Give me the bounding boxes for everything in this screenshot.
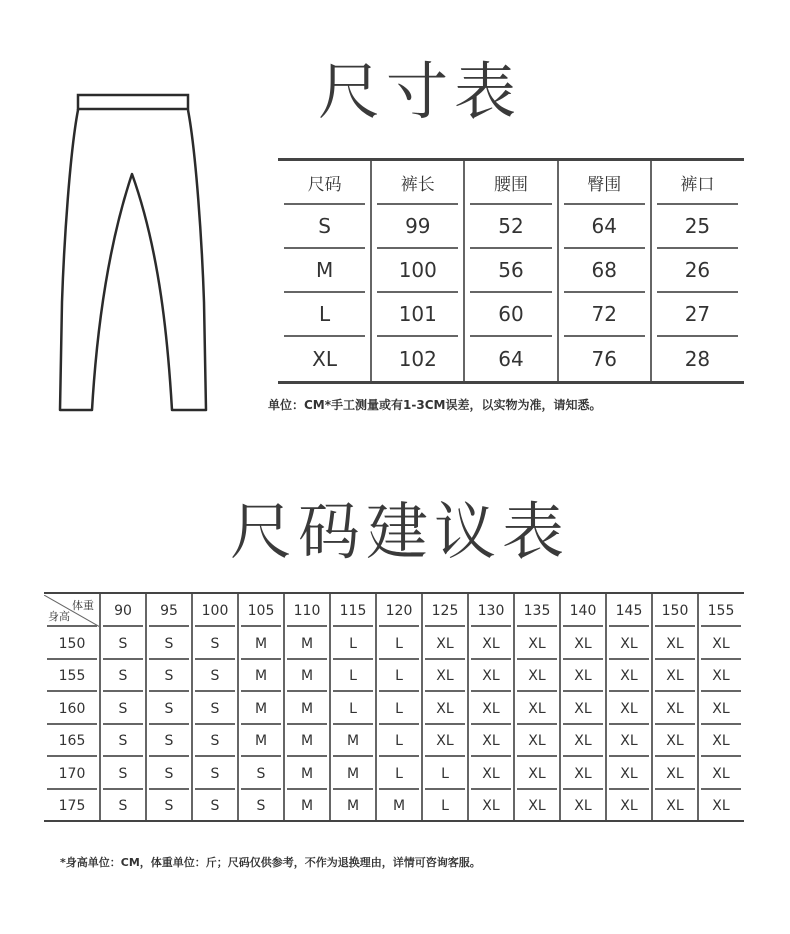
size-suggestion-value: XL [620, 635, 638, 652]
size-suggestion-value: XL [528, 798, 546, 814]
size-row [278, 293, 744, 337]
height-value: 165 [58, 733, 86, 749]
size-suggestion-value: XL [712, 668, 730, 684]
size-suggestion-cell [238, 725, 284, 757]
size-suggestion-value: XL [620, 765, 638, 782]
column-divider [513, 594, 515, 820]
size-suggestion-value: XL [528, 765, 546, 782]
size-suggestion-value: S [164, 635, 174, 652]
size-suggestion-cell [698, 693, 744, 725]
size-suggestion-value: XL [482, 635, 500, 652]
size-suggestion-value: XL [666, 765, 684, 782]
size-suggestion-value: S [164, 700, 174, 717]
size-suggestion-cell [514, 725, 560, 757]
size-suggestion-cell [514, 628, 560, 660]
size-suggestion-cell [468, 660, 514, 692]
size-cell: 64 [564, 205, 645, 249]
weight-value: 105 [247, 603, 275, 619]
weight-header-cell [422, 595, 468, 627]
size-suggestion-value: XL [620, 700, 638, 717]
size-suggestion-cell [560, 725, 606, 757]
size-suggestion-cell [100, 628, 146, 660]
size-suggestion-cell [652, 693, 698, 725]
column-divider [370, 161, 372, 381]
height-row [44, 628, 744, 660]
size-header-cell: 尺码 [284, 161, 365, 205]
height-row [44, 725, 744, 757]
size-suggestion-value: XL [574, 635, 592, 652]
column-divider [467, 594, 469, 820]
size-cell: 99 [377, 205, 458, 249]
height-cell [44, 693, 100, 725]
size-suggestion-value: S [210, 668, 220, 684]
size-suggestion-cell [330, 660, 376, 692]
size-suggestion-cell [146, 758, 192, 790]
size-suggestion-cell [238, 758, 284, 790]
size-suggestion-value: S [118, 668, 128, 684]
size-suggestion-cell [330, 758, 376, 790]
size-suggestion-value: S [118, 798, 128, 814]
size-suggestion-value: S [256, 798, 266, 814]
size-suggestion-cell [100, 758, 146, 790]
size-suggestion-value: M [346, 733, 360, 749]
column-divider [651, 594, 653, 820]
size-suggestion-value: XL [666, 635, 684, 652]
weight-value: 120 [385, 603, 413, 619]
column-divider [650, 161, 652, 381]
size-suggestion-cell [606, 693, 652, 725]
size-suggestion-cell [422, 693, 468, 725]
size-cell: 28 [684, 347, 711, 371]
size-suggestion-value: L [395, 765, 403, 782]
weight-value: 140 [569, 603, 597, 619]
weight-header-cell [652, 595, 698, 627]
size-suggestion-value: M [346, 798, 360, 814]
size-suggestion-value: XL [574, 765, 592, 782]
size-suggestion-cell [698, 628, 744, 660]
size-suggestion-cell [146, 693, 192, 725]
height-value: 170 [58, 765, 86, 782]
height-value: 150 [58, 635, 86, 652]
weight-header-row [44, 595, 744, 627]
weight-value: 125 [431, 603, 459, 619]
size-suggestion-cell [560, 790, 606, 822]
weight-header-cell [468, 595, 514, 627]
size-suggestion-cell [284, 693, 330, 725]
height-cell [44, 660, 100, 692]
size-suggestion-cell [100, 725, 146, 757]
height-value: 160 [58, 700, 86, 717]
size-suggestion-cell [238, 693, 284, 725]
size-suggestion-cell [698, 758, 744, 790]
corner-cell [44, 595, 100, 627]
size-suggestion-value: M [254, 635, 268, 652]
weight-value: 155 [707, 603, 735, 619]
size-suggestion-cell [146, 628, 192, 660]
size-suggestion-cell [422, 790, 468, 822]
pants-outline-icon [56, 92, 212, 414]
size-suggestion-value: M [300, 733, 314, 749]
size-suggestion-cell [330, 628, 376, 660]
size-suggestion-value: S [164, 733, 174, 749]
size-suggestion-value: S [118, 765, 128, 782]
size-suggestion-value: XL [528, 668, 546, 684]
corner-weight-label: 体重 [72, 599, 94, 612]
weight-value: 95 [160, 603, 178, 619]
suggestion-table [44, 592, 744, 822]
size-suggestion-value: L [441, 765, 449, 782]
weight-value: 110 [293, 603, 321, 619]
size-suggestion-value: M [392, 798, 406, 814]
size-suggestion-cell [652, 725, 698, 757]
size-suggestion-value: XL [712, 733, 730, 749]
size-suggestion-cell [422, 628, 468, 660]
size-row [278, 249, 744, 293]
size-suggestion-cell [652, 790, 698, 822]
size-suggestion-value: S [118, 635, 128, 652]
size-suggestion-value: S [256, 765, 266, 782]
size-cell: XL [312, 347, 338, 371]
size-suggestion-value: L [441, 798, 449, 814]
weight-value: 130 [477, 603, 505, 619]
size-suggestion-cell [376, 725, 422, 757]
size-suggestion-value: XL [436, 635, 454, 652]
size-suggestion-value: XL [528, 733, 546, 749]
size-cell: M [284, 249, 365, 293]
size-suggestion-cell [284, 790, 330, 822]
height-cell [44, 758, 100, 790]
size-suggestion-cell [192, 725, 238, 757]
weight-header-cell [606, 595, 652, 627]
column-divider [237, 594, 239, 820]
size-header-row [278, 161, 744, 205]
weight-value: 145 [615, 603, 643, 619]
size-suggestion-value: L [395, 668, 403, 684]
height-value: 175 [58, 798, 86, 814]
size-suggestion-value: M [300, 668, 314, 684]
size-suggestion-cell [468, 693, 514, 725]
size-suggestion-cell [422, 725, 468, 757]
weight-value: 150 [661, 603, 689, 619]
weight-header-cell [376, 595, 422, 627]
column-divider [375, 594, 377, 820]
size-cell: 102 [398, 347, 437, 371]
column-divider [329, 594, 331, 820]
size-suggestion-value: XL [482, 668, 500, 684]
height-value: 155 [58, 668, 86, 684]
size-suggestion-cell [468, 790, 514, 822]
column-divider [697, 594, 699, 820]
weight-header-cell [284, 595, 330, 627]
size-suggestion-value: S [210, 798, 220, 814]
size-suggestion-value: S [210, 635, 220, 652]
weight-value: 135 [523, 603, 551, 619]
size-header-cell: 腰围 [470, 161, 551, 205]
weight-value: 90 [114, 603, 132, 619]
height-cell [44, 725, 100, 757]
size-suggestion-value: XL [712, 700, 730, 717]
size-cell: 26 [657, 249, 738, 293]
size-suggestion-value: XL [436, 700, 454, 717]
size-suggestion-value: XL [666, 798, 684, 814]
size-suggestion-cell [376, 790, 422, 822]
size-suggestion-cell [652, 628, 698, 660]
size-suggestion-cell [468, 758, 514, 790]
size-table [278, 158, 744, 384]
column-divider [557, 161, 559, 381]
size-suggestion-cell [606, 725, 652, 757]
weight-header-cell [698, 595, 744, 627]
size-suggestion-cell [192, 790, 238, 822]
size-header-cell: 裤口 [657, 161, 738, 205]
size-suggestion-cell [514, 693, 560, 725]
size-suggestion-cell [376, 660, 422, 692]
weight-header-cell [100, 595, 146, 627]
size-suggestion-cell [606, 628, 652, 660]
size-suggestion-cell [284, 660, 330, 692]
size-suggestion-cell [100, 790, 146, 822]
size-suggestion-cell [652, 758, 698, 790]
size-suggestion-value: XL [482, 765, 500, 782]
size-suggestion-value: S [210, 733, 220, 749]
size-cell: 100 [377, 249, 458, 293]
size-suggestion-cell [376, 693, 422, 725]
size-suggestion-value: XL [712, 765, 730, 782]
size-suggestion-value: XL [436, 668, 454, 684]
size-suggestion-cell [560, 660, 606, 692]
size-suggestion-value: XL [482, 700, 500, 717]
size-suggestion-cell [560, 758, 606, 790]
size-suggestion-value: XL [620, 668, 638, 684]
weight-header-cell [146, 595, 192, 627]
column-divider [283, 594, 285, 820]
size-suggestion-cell [606, 758, 652, 790]
size-suggestion-value: XL [574, 700, 592, 717]
size-suggestion-cell [468, 725, 514, 757]
size-cell: L [284, 293, 365, 337]
size-suggestion-value: XL [482, 733, 500, 749]
weight-value: 100 [201, 603, 229, 619]
size-suggestion-cell [422, 660, 468, 692]
size-cell: 52 [470, 205, 551, 249]
height-row [44, 758, 744, 790]
size-cell: 72 [564, 293, 645, 337]
size-suggestion-value: M [346, 765, 360, 782]
size-suggestion-cell [422, 758, 468, 790]
weight-value: 115 [339, 603, 367, 619]
size-cell: 68 [564, 249, 645, 293]
size-suggestion-cell [468, 628, 514, 660]
table-top-border [44, 592, 744, 594]
size-suggestion-value: XL [482, 798, 500, 814]
size-row [278, 337, 744, 381]
size-note: 单位：CM*手工测量或有1-3CM误差，以实物为准，请知悉。 [268, 398, 602, 412]
column-divider [559, 594, 561, 820]
size-suggestion-cell [698, 660, 744, 692]
size-suggestion-value: M [254, 733, 268, 749]
corner-height-label: 身高 [48, 610, 70, 623]
size-chart-title: 尺寸表 [317, 55, 522, 128]
size-suggestion-cell [560, 693, 606, 725]
height-row [44, 693, 744, 725]
size-suggestion-value: M [300, 635, 314, 652]
size-suggestion-value: S [118, 733, 128, 749]
size-suggestion-cell [698, 725, 744, 757]
height-cell [44, 790, 100, 822]
size-suggestion-value: XL [620, 733, 638, 749]
size-suggestion-value: XL [574, 733, 592, 749]
size-suggestion-value: XL [666, 733, 684, 749]
size-suggestion-cell [514, 790, 560, 822]
size-suggestion-cell [146, 725, 192, 757]
size-suggestion-cell [238, 660, 284, 692]
column-divider [421, 594, 423, 820]
size-suggestion-cell [330, 790, 376, 822]
column-divider [463, 161, 465, 381]
size-suggestion-value: S [210, 765, 220, 782]
size-suggestion-value: M [254, 700, 268, 717]
size-suggestion-cell [606, 790, 652, 822]
size-suggestion-value: M [300, 700, 314, 717]
size-suggestion-cell [560, 628, 606, 660]
size-suggestion-value: S [164, 798, 174, 814]
size-suggestion-cell [284, 628, 330, 660]
size-cell: 27 [657, 293, 738, 337]
size-suggestion-cell [514, 758, 560, 790]
size-suggestion-value: S [210, 700, 220, 717]
size-suggestion-cell [376, 628, 422, 660]
size-cell: 76 [591, 347, 617, 371]
size-suggestion-cell [284, 758, 330, 790]
height-row [44, 790, 744, 822]
size-suggestion-value: M [300, 798, 314, 814]
size-suggestion-value: XL [528, 635, 546, 652]
size-suggestion-value: L [349, 635, 357, 652]
size-cell: S [284, 205, 365, 249]
size-suggestion-cell [192, 628, 238, 660]
column-divider [605, 594, 607, 820]
size-header-cell: 裤长 [377, 161, 458, 205]
size-cell: 56 [470, 249, 551, 293]
size-suggestion-cell [376, 758, 422, 790]
size-suggestion-value: XL [528, 700, 546, 717]
column-divider [99, 594, 101, 820]
size-suggestion-value: M [300, 765, 314, 782]
size-suggestion-cell [330, 725, 376, 757]
size-suggestion-value: S [118, 700, 128, 717]
size-suggestion-value: M [254, 668, 268, 684]
size-suggestion-value: XL [712, 798, 730, 814]
size-suggestion-cell [146, 790, 192, 822]
size-suggestion-cell [146, 660, 192, 692]
size-suggestion-cell [652, 660, 698, 692]
size-header-cell: 臀围 [564, 161, 645, 205]
size-suggestion-value: XL [666, 700, 684, 717]
size-cell: 60 [470, 293, 551, 337]
size-suggestion-value: L [395, 635, 403, 652]
weight-header-cell [330, 595, 376, 627]
size-suggestion-value: XL [666, 668, 684, 684]
size-suggestion-value: XL [712, 635, 730, 652]
weight-header-cell [238, 595, 284, 627]
weight-header-cell [192, 595, 238, 627]
size-suggestion-value: XL [574, 668, 592, 684]
size-cell: 101 [377, 293, 458, 337]
size-suggestion-cell [192, 660, 238, 692]
column-divider [191, 594, 193, 820]
size-suggestion-cell [238, 790, 284, 822]
weight-header-cell [514, 595, 560, 627]
size-suggestion-cell [330, 693, 376, 725]
weight-header-cell [560, 595, 606, 627]
size-suggestion-cell [192, 758, 238, 790]
size-suggestion-value: L [395, 700, 403, 717]
size-cell: 25 [657, 205, 738, 249]
size-suggestion-cell [514, 660, 560, 692]
size-suggestion-value: L [349, 668, 357, 684]
suggestion-note: *身高单位：CM，体重单位：斤；尺码仅供参考，不作为退换理由，详情可咨询客服。 [60, 856, 481, 869]
size-suggestion-cell [284, 725, 330, 757]
height-row [44, 660, 744, 692]
size-suggestion-cell [100, 693, 146, 725]
size-suggestion-value: L [349, 700, 357, 717]
size-suggestion-cell [606, 660, 652, 692]
suggestion-chart-title: 尺码建议表 [229, 495, 570, 568]
table-bottom-border [278, 381, 744, 384]
size-row [278, 205, 744, 249]
size-suggestion-cell [698, 790, 744, 822]
size-suggestion-cell [238, 628, 284, 660]
size-cell: 64 [498, 347, 524, 371]
size-suggestion-value: L [395, 733, 403, 749]
size-suggestion-cell [100, 660, 146, 692]
column-divider [145, 594, 147, 820]
size-suggestion-value: XL [436, 733, 454, 749]
size-suggestion-value: XL [620, 798, 638, 814]
size-suggestion-value: S [164, 668, 174, 684]
size-suggestion-value: XL [574, 798, 592, 814]
size-suggestion-value: S [164, 765, 174, 782]
height-cell [44, 628, 100, 660]
size-suggestion-cell [192, 693, 238, 725]
